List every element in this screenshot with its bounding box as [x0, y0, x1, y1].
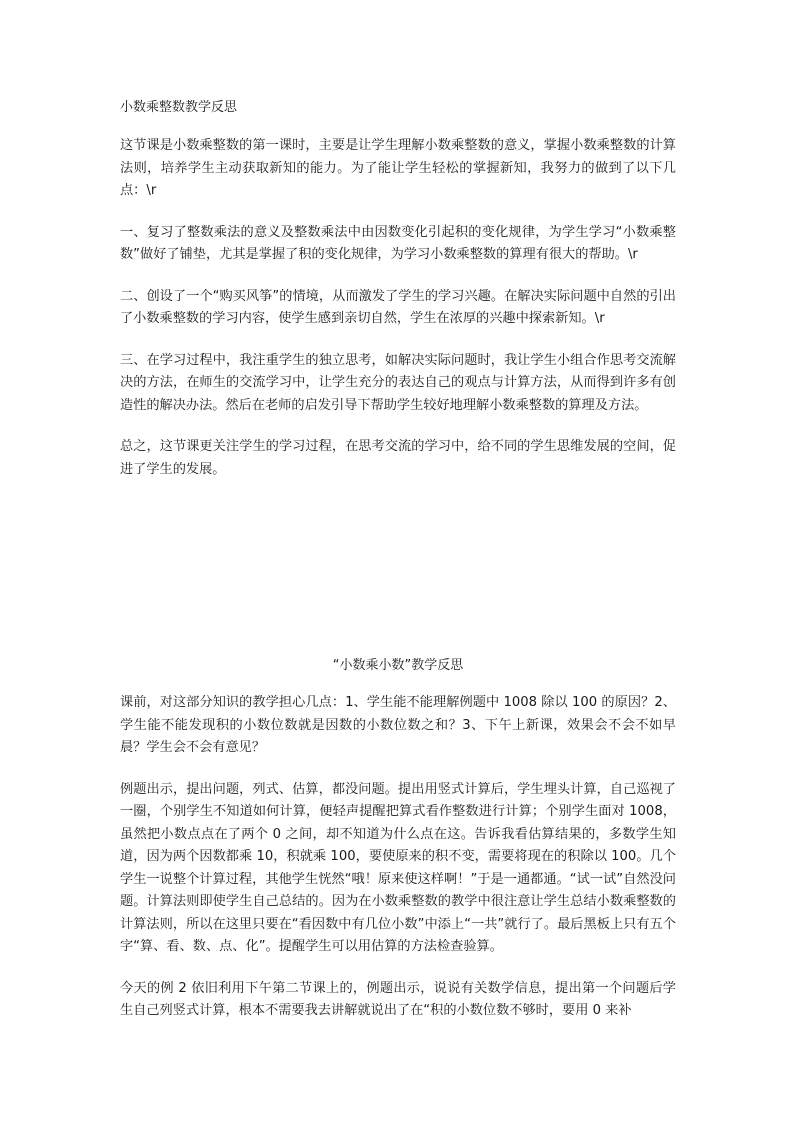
section1-paragraph-intro: 这节课是小数乘整数的第一课时，主要是让学生理解小数乘整数的意义，掌握小数乘整数的计算法则，培养学生主动获取新知的能力。为了能让学生轻松的掌握新知，我努力的做到了以下几点：\r [120, 138, 676, 198]
section1-paragraph-point-3: 三、在学习过程中，我注重学生的独立思考，如解决实际问题时，我让学生小组合作思考交流解决的方法，在师生的交流学习中，让学生充分的表达自己的观点与计算方法，从而得到许多有创造性的解决办法。然后在老师的启发引导下帮助学生较好地理解小数乘整数的算理及方法。 [120, 352, 676, 413]
section2-title: “小数乘小数”教学反思 [332, 658, 464, 673]
section2-paragraph-example-1: 例题出示，提出问题，列式、估算，都没问题。提出用竖式计算后，学生埋头计算，自己巡视了一圈，个别学生不知道如何计算，便轻声提醒把算式看作整数进行计算；个别学生面对 1008，虽然把小数点点在了两个 0 之间，却不知道为什么点在这。告诉我看估算结果的，多数学生知道，因为两个因数都乘 10，积就乘 100，要使原来的积不变，需要将现在的积除以 100。几个学生一说整个计算过程，其他学生恍然“哦！原来使这样啊！”于是一通都通。“试一试”自然没问题。计算法则即使学生自己总结的。因为在小数乘整数的教学中很注意让学生总结小数乘整数的计算法则，所以在这里只要在“看因数中有几位小数”中添上“一共”就行了。最后黑板上只有五个字“算、看、数、点、化”。提醒学生可以用估算的方法检查验算。 [120, 781, 676, 954]
section-decimal-times-integer [120, 98, 676, 500]
section-decimal-times-decimal [120, 656, 676, 1042]
section1-paragraph-point-2: 二、创设了一个“购买风筝”的情境，从而激发了学生的学习兴趣。在解决实际问题中自然的引出了小数乘整数的学习内容，使学生感到亲切自然，学生在浓厚的兴趣中探索新知。\r [120, 288, 676, 326]
section2-paragraph-concerns: 课前，对这部分知识的教学担心几点：1、学生能不能理解例题中 1008 除以 100 的原因？2、学生能不能发现积的小数位数就是因数的小数位数之和？3、下午上新课，效果会不会不如早晨？学生会不会有意见？ [120, 695, 676, 755]
section1-paragraph-point-1: 一、复习了整数乘法的意义及整数乘法中由因数变化引起积的变化规律，为学生学习“小数乘整数”做好了铺垫，尤其是掌握了积的变化规律，为学习小数乘整数的算理有很大的帮助。\r [120, 224, 676, 262]
section2-paragraph-example-2: 今天的例 2 依旧利用下午第二节课上的，例题出示，说说有关数学信息，提出第一个问题后学生自己列竖式计算，根本不需要我去讲解就说出了在“积的小数位数不够时，要用 0 来补 [120, 980, 676, 1018]
section1-title: 小数乘整数教学反思 [120, 100, 238, 115]
section1-paragraph-summary: 总之，这节课更关注学生的学习过程，在思考交流的学习中，给不同的学生思维发展的空间，促进了学生的发展。 [120, 439, 676, 477]
